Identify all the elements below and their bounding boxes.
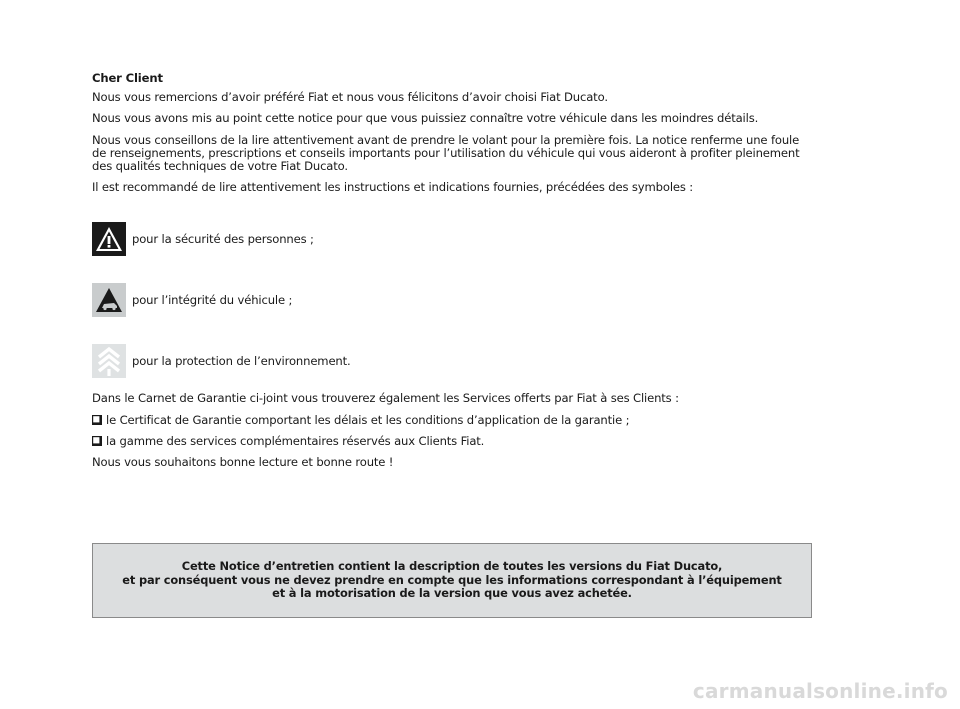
environment-icon <box>92 344 126 378</box>
notice-line-1: Cette Notice d’entretien contient la description de toutes les versions du Fiat Ducato, <box>181 559 723 574</box>
symbol-label-environment: pour la protection de l’environnement. <box>132 353 351 368</box>
warning-triangle-icon <box>92 222 126 256</box>
paragraph-symbols-intro: Il est recommandé de lire attentivement les instructions et indications fournies, précédées des symboles : <box>92 180 694 195</box>
paragraph-purpose: Nous vous avons mis au point cette notice pour que vous puissiez connaître votre véhicule dans les moindres détails. <box>92 111 759 126</box>
checkbox-bullet-icon <box>92 415 102 425</box>
letter-body <box>92 72 814 477</box>
symbol-label-vehicle: pour l’intégrité du véhicule ; <box>132 292 293 307</box>
checkbox-bullet-icon <box>92 436 102 446</box>
paragraph-advice: Nous vous conseillons de la lire attentivement avant de prendre le volant pour la première fois. La notice renferme une foule de renseignements, prescriptions et conseils importants pour l’utilisation du véhicule qui vous aideront à profiter pleinement des qualités techniques de votre Fiat Ducato. <box>92 132 800 174</box>
notice-line-2: et par conséquent vous ne devez prendre en compte que les informations correspondant à l’équipement <box>122 572 782 587</box>
list-item <box>92 435 814 448</box>
greeting: Cher Client <box>92 71 163 85</box>
notice-box <box>92 543 812 618</box>
symbol-row-safety <box>92 222 814 256</box>
symbol-row-vehicle <box>92 283 814 317</box>
vehicle-warning-icon <box>92 283 126 317</box>
list-item <box>92 414 814 427</box>
bullet-text: la gamme des services complémentaires réservés aux Clients Fiat. <box>106 433 485 448</box>
watermark: carmanualsonline.info <box>692 679 948 703</box>
notice-line-3: et à la motorisation de la version que vous avez achetée. <box>272 586 632 601</box>
symbol-row-environment <box>92 344 814 378</box>
symbol-label-safety: pour la sécurité des personnes ; <box>132 231 314 246</box>
closing-line: Nous vous souhaitons bonne lecture et bonne route ! <box>92 455 394 470</box>
bullet-text: le Certificat de Garantie comportant les délais et les conditions d’application de la garantie ; <box>106 412 630 427</box>
paragraph-warranty: Dans le Carnet de Garantie ci-joint vous trouverez également les Services offerts par Fiat à ses Clients : <box>92 391 679 406</box>
paragraph-thanks: Nous vous remercions d’avoir préféré Fiat et nous vous félicitons d’avoir choisi Fiat Ducato. <box>92 90 608 105</box>
